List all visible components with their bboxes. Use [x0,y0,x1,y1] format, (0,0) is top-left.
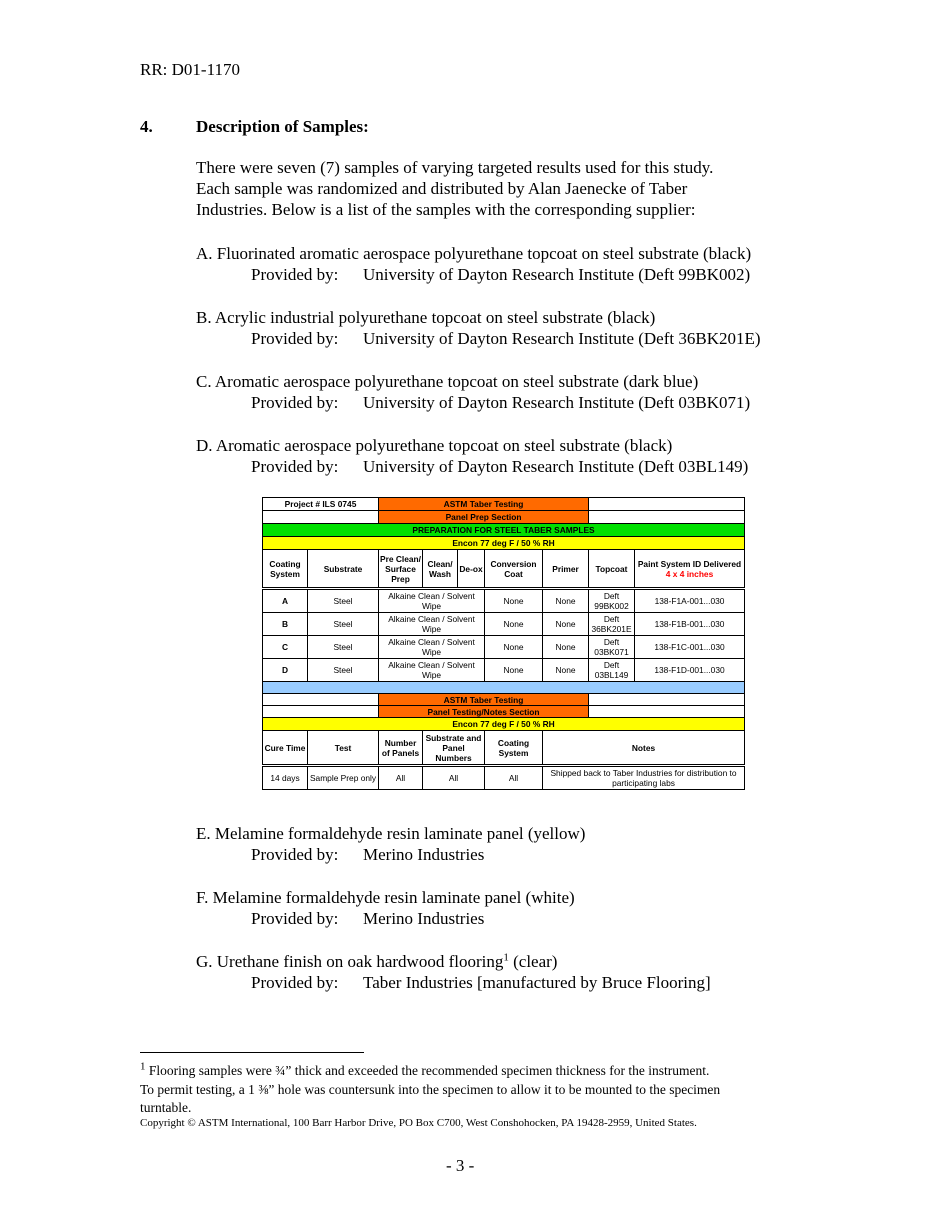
sample-e-provider: Provided by: Merino Industries [251,845,485,864]
blue-separator [263,682,745,694]
sample-b-description: B. Acrylic industrial polyurethane topcoat on steel substrate (black) [196,308,656,327]
sample-a-description: A. Fluorinated aromatic aerospace polyurethane topcoat on steel substrate (black) [196,244,752,263]
header-paint-system-id: Paint System ID Delivered 4 x 4 inches [635,550,745,589]
encon-conditions: Encon 77 deg F / 50 % RH [263,537,745,550]
footnote-ref: 1 [503,951,509,964]
panel-prep-section-label: Panel Prep Section [379,511,589,524]
paint-size-note: 4 x 4 inches [665,568,714,579]
header-substrate-panel-numbers: Substrate and Panel Numbers [423,731,485,766]
panel-testing-section-label: Panel Testing/Notes Section [379,706,589,718]
project-number: Project # ILS 0745 [263,498,379,511]
sample-c-description: C. Aromatic aerospace polyurethane topcoat on steel substrate (dark blue) [196,372,699,391]
sample-f-provider: Provided by: Merino Industries [251,909,485,928]
sample-c-provider: Provided by: University of Dayton Research Institute (Deft 03BK071) [251,393,751,412]
footnote-line-1: $^1$ Flooring samples were ¾” thick and exceeded the recommended specimen thickness for the instrument. [140,1060,710,1078]
intro-line-1: There were seven (7) samples of varying targeted results used for this study. [196,158,714,177]
header-notes: Notes [543,731,745,766]
sample-d-provider: Provided by: University of Dayton Research Institute (Deft 03BL149) [251,457,749,476]
sample-f-description: F. Melamine formaldehyde resin laminate panel (white) [196,888,575,907]
table-row: C Steel Alkaine Clean / Solvent Wipe None None Deft 03BK071 138-F1C-001...030 [263,636,745,659]
prep-title: PREPARATION FOR STEEL TABER SAMPLES [263,524,745,537]
sample-a-provider: Provided by: University of Dayton Research Institute (Deft 99BK002) [251,265,751,284]
header-pre-clean: Pre Clean/ Surface Prep [379,550,423,589]
document-id: RR: D01-1170 [140,60,240,79]
header-substrate: Substrate [308,550,379,589]
section-title: Description of Samples: [196,117,369,136]
sample-g-provider: Provided by: Taber Industries [manufactured by Bruce Flooring] [251,973,711,992]
table-row: B Steel Alkaine Clean / Solvent Wipe None None Deft 36BK201E 138-F1B-001...030 [263,613,745,636]
page-number: - 3 - [446,1156,475,1175]
sample-g-description: G. Urethane finish on oak hardwood flooring$^1$ (clear) [196,951,558,971]
sample-d-description: D. Aromatic aerospace polyurethane topcoat on steel substrate (black) [196,436,673,455]
footnote-line-2: To permit testing, a 1 ⅜” hole was countersunk into the specimen to allow it to be mounted to the specimen [140,1082,721,1097]
header-primer: Primer [543,550,589,589]
header-coating-system-2: Coating System [485,731,543,766]
header-clean-wash: Clean/ Wash [423,550,458,589]
section-number: 4. [140,117,153,136]
astm-taber-testing-label: ASTM Taber Testing [379,498,589,511]
footnote-rule [140,1052,364,1053]
intro-line-2: Each sample was randomized and distributed by Alan Jaenecke of Taber [196,179,688,198]
table-row: A Steel Alkaine Clean / Solvent Wipe None None Deft 99BK002 138-F1A-001...030 [263,589,745,613]
header-de-ox: De-ox [458,550,485,589]
sample-e-description: E. Melamine formaldehyde resin laminate panel (yellow) [196,824,586,843]
copyright: Copyright © ASTM International, 100 Barr Harbor Drive, PO Box C700, West Conshohocken, PA 19428-2959, United States. [140,1117,697,1129]
header-topcoat: Topcoat [589,550,635,589]
header-test: Test [308,731,379,766]
astm-taber-testing-label-2: ASTM Taber Testing [379,694,589,706]
samples-prep-table [262,497,745,790]
table-row: 14 days Sample Prep only All All All Shipped back to Taber Industries for distribution to participating labs [263,766,745,790]
header-cure-time: Cure Time [263,731,308,766]
header-conversion-coat: Conversion Coat [485,550,543,589]
encon-conditions-2: Encon 77 deg F / 50 % RH [263,718,745,731]
table-row: D Steel Alkaine Clean / Solvent Wipe None None Deft 03BL149 138-F1D-001...030 [263,659,745,682]
footnote-line-3: turntable. [140,1100,192,1115]
header-coating-system: Coating System [263,550,308,589]
sample-b-provider: Provided by: University of Dayton Research Institute (Deft 36BK201E) [251,329,761,348]
header-number-of-panels: Number of Panels [379,731,423,766]
intro-line-3: Industries. Below is a list of the samples with the corresponding supplier: [196,200,696,219]
